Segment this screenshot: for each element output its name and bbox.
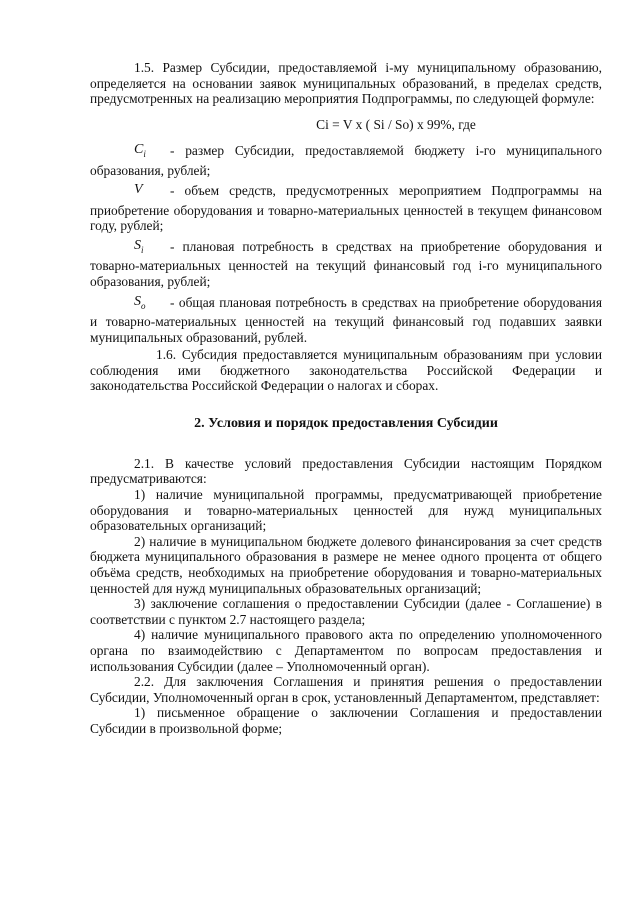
- condition-item: 4) наличие муниципального правового акта по определению уполномоченного органа по взаимодействию с Департаментом по вопросам предоставления и использования Субсидии (далее – Уполномоченный орган).: [90, 627, 602, 674]
- subsidy-formula: Ci = V x ( Si / So) x 99%, где: [316, 116, 476, 132]
- variable-v-definition: V - объем средств, предусмотренных мероприятием Подпрограммы на приобретение оборудования и товарно-материальных ценностей в текущем финансовом году, рублей;: [90, 182, 602, 234]
- variable-si-definition: $S_i$ - плановая потребность в средствах на приобретение оборудования и товарно-материальных ценностей на текущий финансовый год i-го муниципального образования, рублей;: [90, 237, 602, 289]
- symbol-si: $S_i$: [134, 237, 144, 255]
- condition-item: 1) наличие муниципальной программы, предусматривающей приобретение оборудования и товарно-материальных ценностей для нужд муниципальных образовательных организаций;: [90, 487, 602, 534]
- variable-ci-definition: $C_i$ - размер Субсидии, предоставляемой бюджету i-го муниципального образования, рублей;: [90, 142, 602, 178]
- document-body: [90, 60, 602, 737]
- symbol-so: $S_o$: [134, 293, 146, 311]
- paragraph-2-1: 2.1. В качестве условий предоставления Субсидии настоящим Порядком предусматриваются:: [90, 455, 602, 487]
- paragraph-1-5: 1.5. Размер Субсидии, предоставляемой i-му муниципальному образованию, определяется на основании заявок муниципальных образований, в пределах средств, предусмотренных на реализацию мероприятия Подпрограммы, по следующей формуле:: [90, 60, 602, 107]
- symbol-ci: $C_i$: [134, 142, 146, 160]
- condition-item: 3) заключение соглашения о предоставлении Субсидии (далее - Соглашение) в соответствии с пунктом 2.7 настоящего раздела;: [90, 596, 602, 627]
- variable-so-definition: $S_o$ - общая плановая потребность в средствах на приобретение оборудования и товарно-материальных ценностей на текущий финансовый год подавших заявки муниципальных образований, рублей.: [90, 293, 602, 345]
- condition-item: 2) наличие в муниципальном бюджете долевого финансирования за счет средств бюджета муниципального образования в размере не менее одного процента от общего объёма средств, необходимых на приобретение оборудования и товарно-материальных ценностей для нужд муниципальных образовательных организаций;: [90, 533, 602, 596]
- section-2-heading: 2. Условия и порядок предоставления Субсидии: [194, 415, 498, 431]
- symbol-v: V: [134, 182, 143, 198]
- paragraph-1-6: 1.6. Субсидия предоставляется муниципальным образованиям при условии соблюдения ими бюджетного законодательства Российской Федерации и законодательства Российской Федерации о налогах и сборах.: [90, 347, 602, 394]
- paragraph-2-2: 2.2. Для заключения Соглашения и принятия решения о предоставлении Субсидии, Уполномоченный орган в срок, установленный Департаментом, представляет:: [90, 674, 602, 705]
- document-list-item: 1) письменное обращение о заключении Соглашения и предоставлении Субсидии в произвольной форме;: [90, 705, 602, 736]
